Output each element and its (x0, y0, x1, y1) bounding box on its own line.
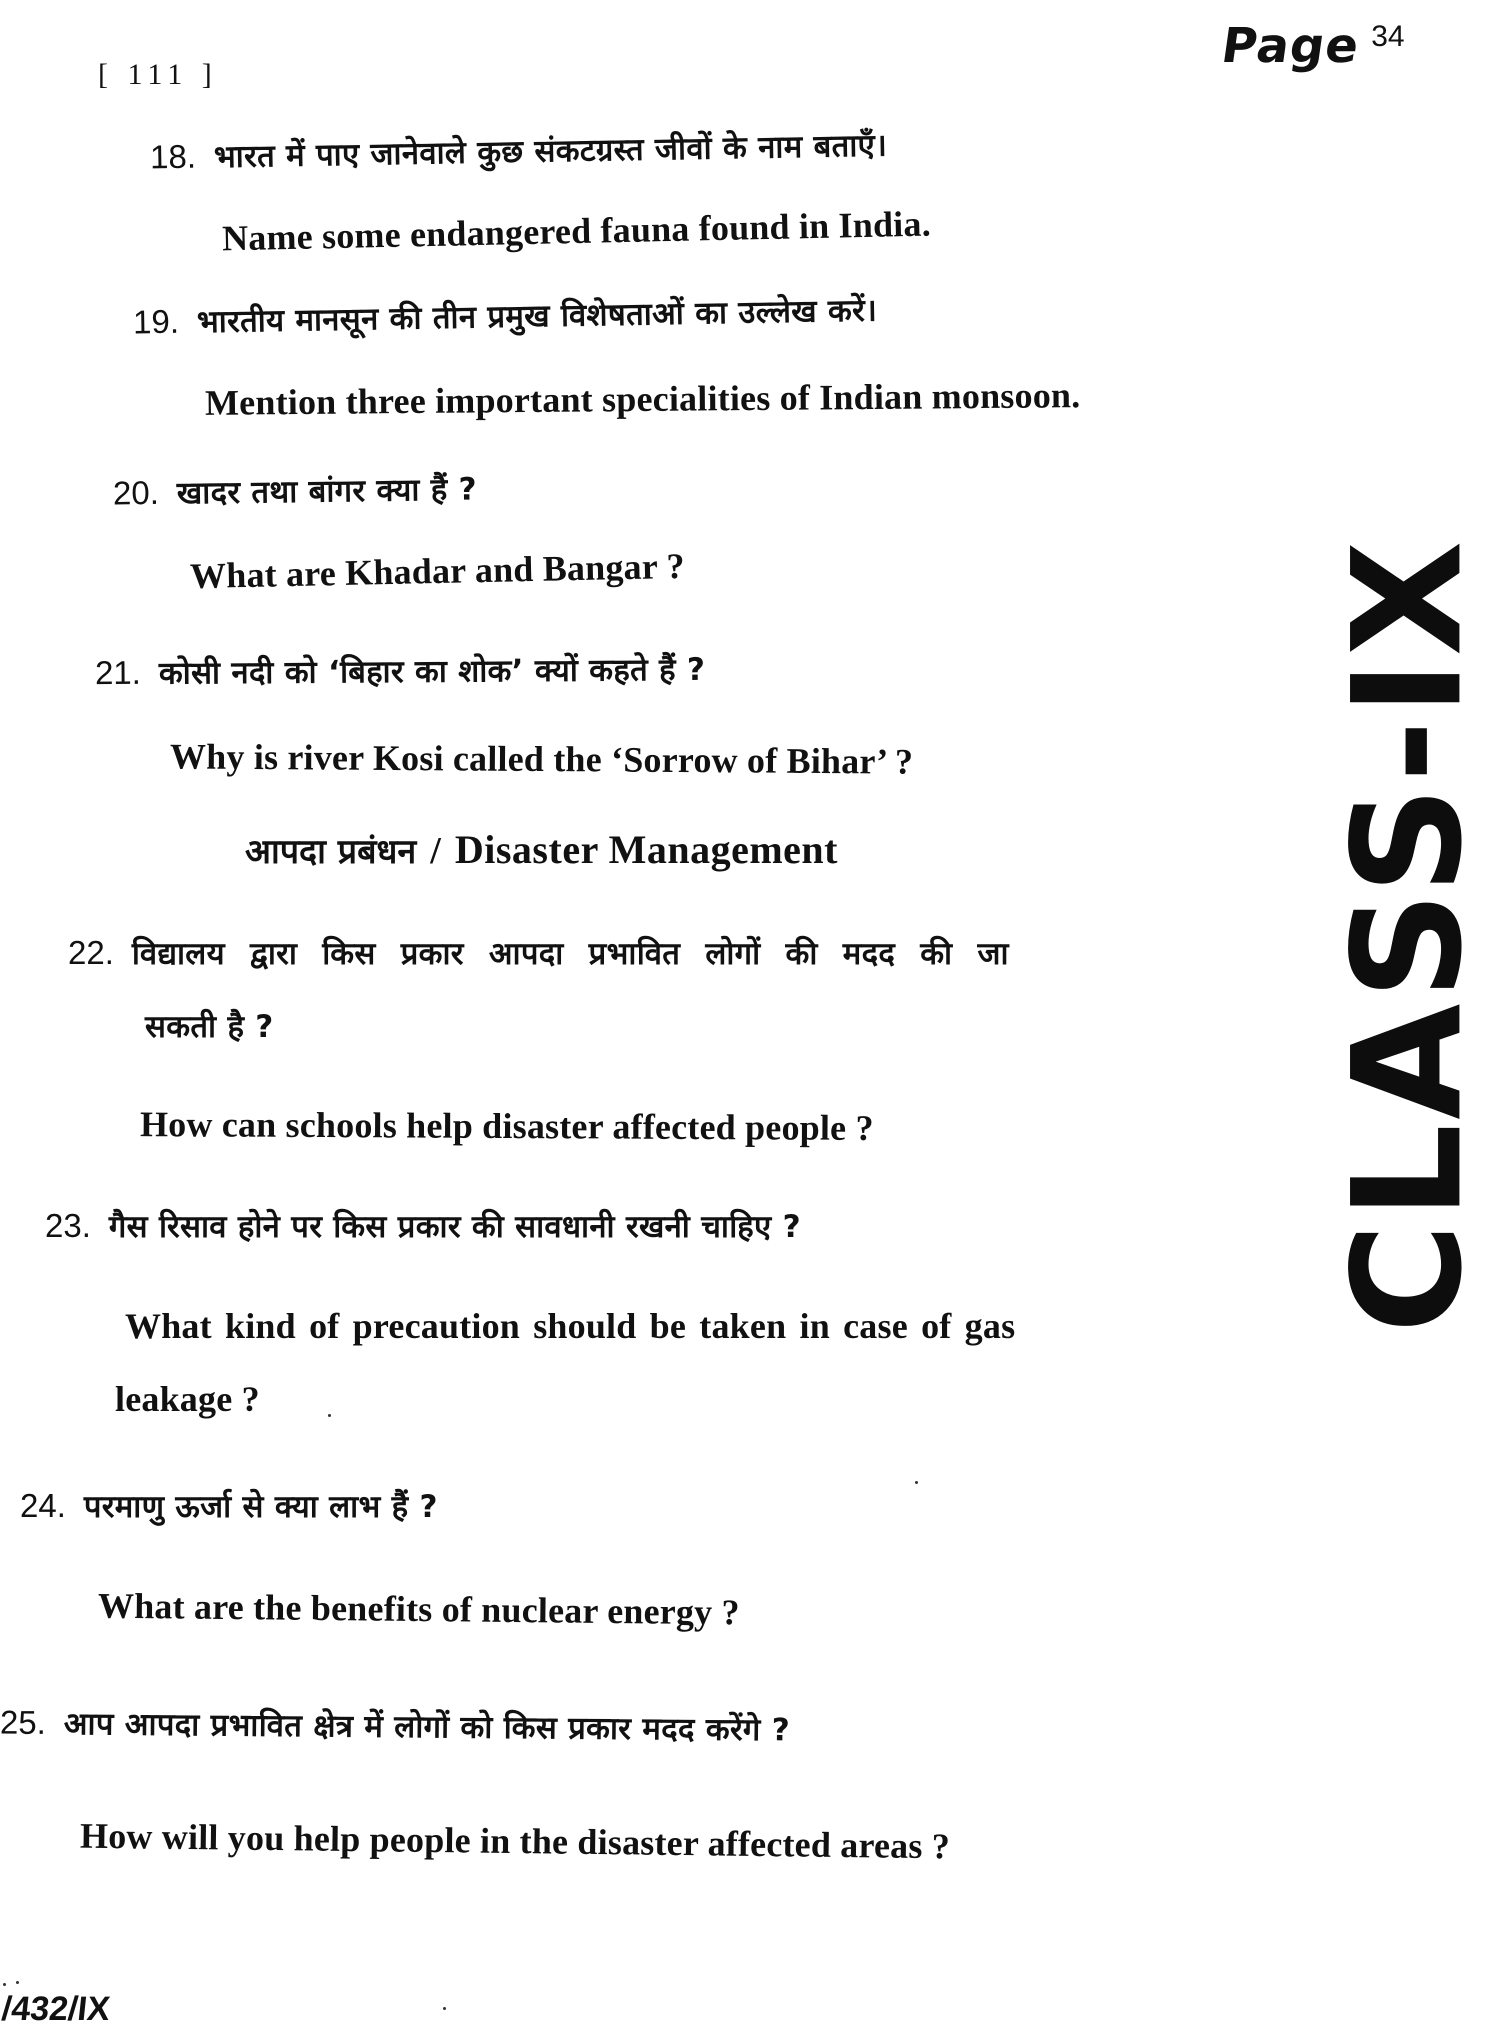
question-number: 20. (112, 473, 160, 512)
question-number: 25. (0, 1703, 47, 1741)
question-22-english: How can schools help disaster affected people ? (139, 1104, 874, 1148)
question-25-hindi (0, 1702, 790, 1751)
section-heading (245, 826, 838, 873)
question-text-hindi: विद्यालय द्वारा किस प्रकार आपदा प्रभावित लोगों की मदद की जा (131, 936, 1009, 972)
question-23-english-cont: leakage ? (115, 1379, 260, 1419)
question-text-hindi: भारतीय मानसून की तीन प्रमुख विशेषताओं का उल्लेख करें। (196, 292, 878, 341)
class-side-label-text: CLASS-IX (1321, 536, 1496, 1334)
question-number: 22. (68, 934, 114, 971)
question-text-hindi: आप आपदा प्रभावित क्षेत्र में लोगों को किस प्रकार मदद करेंगे ? (63, 1706, 791, 1749)
set-code: [ 111 ] (98, 58, 218, 91)
scan-speck (328, 1414, 331, 1417)
question-20-hindi (113, 467, 477, 514)
page-label: Page (1218, 18, 1364, 74)
question-18-english: Name some endangered fauna found in India. (221, 203, 932, 259)
question-number: 24. (20, 1487, 66, 1524)
question-text-hindi: परमाणु ऊर्जा से क्या लाभ हैं ? (83, 1489, 438, 1525)
paper-code: /432/IX (0, 1990, 112, 2028)
section-heading-english: Disaster Management (454, 827, 838, 872)
scan-speck (443, 2007, 446, 2010)
question-number: 23. (45, 1207, 91, 1244)
question-22-hindi-cont: सकती है ? (145, 1009, 274, 1045)
question-text-hindi: खादर तथा बांगर क्या हैं ? (176, 471, 478, 512)
question-19-hindi (133, 289, 878, 344)
question-21-hindi (95, 648, 706, 694)
section-heading-hindi: आपदा प्रबंधन (245, 832, 417, 872)
scan-speck (3, 1983, 6, 1986)
question-22-hindi (68, 932, 1009, 974)
question-23-english: What kind of precaution should be taken in case of gas (125, 1306, 1016, 1346)
question-number: 21. (94, 653, 142, 692)
question-text-hindi: भारत में पाए जानेवाले कुछ संकटग्रस्त जीवों के नाम बताएँ। (213, 127, 888, 176)
page-number: 34 (1371, 20, 1405, 53)
question-text-hindi: गैस रिसाव होने पर किस प्रकार की सावधानी रखनी चाहिए ? (108, 1209, 801, 1245)
question-number: 19. (132, 302, 180, 341)
question-21-english: Why is river Kosi called the ‘Sorrow of Bihar’ ? (169, 736, 914, 782)
question-24-hindi (20, 1485, 438, 1527)
section-heading-separator: / (430, 830, 441, 872)
question-text-hindi: कोसी नदी को ‘बिहार का शोक’ क्यों कहते हैं ? (158, 651, 706, 692)
question-23-hindi (45, 1205, 801, 1247)
question-20-english: What are Khadar and Bangar ? (189, 545, 686, 597)
scan-speck (16, 1981, 19, 1984)
page-indicator (1218, 18, 1405, 74)
question-25-english: How will you help people in the disaster affected areas ? (79, 1815, 951, 1867)
question-24-english: What are the benefits of nuclear energy ? (97, 1585, 740, 1633)
class-side-label (1321, 400, 1496, 1470)
question-18-hindi (150, 124, 888, 179)
question-19-english: Mention three important specialities of Indian monsoon. (204, 375, 1081, 423)
question-number: 18. (149, 137, 197, 176)
scan-speck (915, 1481, 918, 1484)
